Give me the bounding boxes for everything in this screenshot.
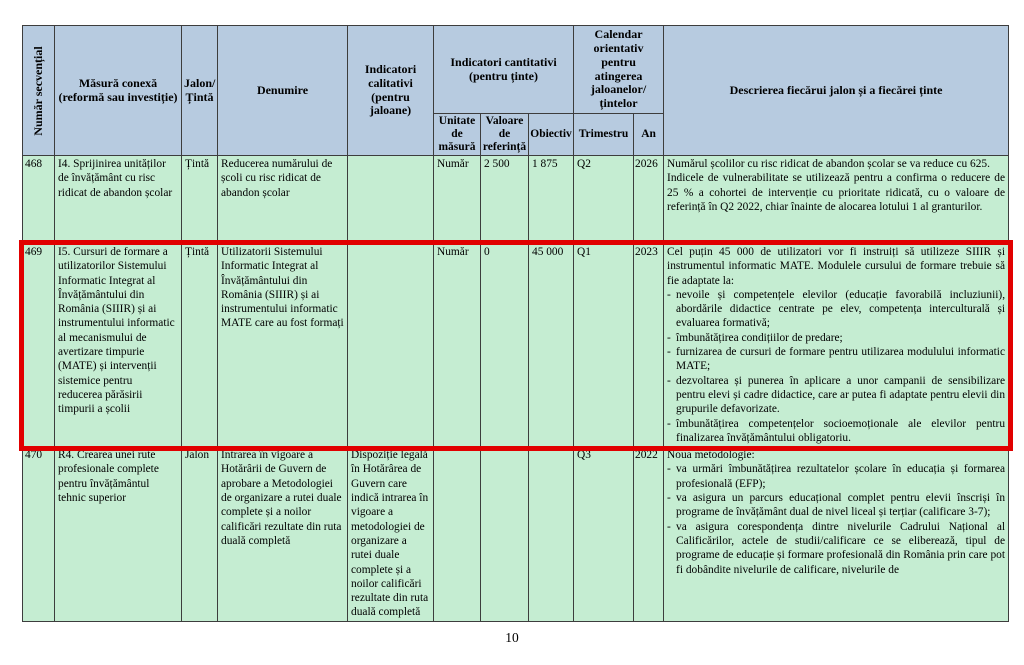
bullet-dash: - bbox=[667, 463, 671, 476]
cell-denumire-470: Intrarea în vigoare a Hotărârii de Guvern de aprobare a Metodologiei de organizare a rutei duale complete și a noilor calificări rezultate din ruta duală completă bbox=[218, 447, 348, 622]
bullet-dash: - bbox=[667, 417, 671, 430]
column-header-unitate-masura: Unitate de măsură bbox=[434, 114, 481, 156]
cell-trimestru-469: Q1 bbox=[574, 244, 634, 447]
column-header-denumire: Denumire bbox=[218, 26, 348, 156]
cell-masura-470: R4. Crearea unei rute profesionale complete pentru învățământul tehnic superior bbox=[55, 447, 182, 622]
header-row-main bbox=[23, 26, 1009, 114]
description-paragraph: Noua metodologie: bbox=[667, 449, 755, 462]
description-bullet bbox=[667, 491, 1005, 520]
cell-unitate-469: Număr bbox=[434, 244, 481, 447]
milestones-table bbox=[22, 25, 1009, 622]
column-header-trimestru: Trimestru bbox=[574, 114, 634, 156]
description-bullet bbox=[667, 331, 1005, 345]
bullet-text: va asigura un parcurs educațional complet pentru elevii înscriși în programe de învățământ dual de nivel liceal și terțiar (calificare 3-7); bbox=[676, 492, 1006, 519]
table-row-468 bbox=[23, 156, 1009, 244]
bullet-text: furnizarea de cursuri de formare pentru utilizarea modulului informatic MATE; bbox=[676, 346, 1006, 373]
cell-obiectiv-469: 45 000 bbox=[529, 244, 574, 447]
bullet-text: nevoile și competențele elevilor (educație favorabilă incluziunii), abordările didactice centrate pe elev, competența interculturală și evaluarea formativă; bbox=[676, 288, 1006, 330]
column-header-descriere: Descrierea fiecărui jalon și a fiecărei ținte bbox=[664, 26, 1009, 156]
cell-obiectiv-468: 1 875 bbox=[529, 156, 574, 244]
cell-denumire-469: Utilizatorii Sistemului Informatic Integrat al Învățământului din România (SIIIR) și ai instrumentului informatic MATE care au fost formați bbox=[218, 244, 348, 447]
bullet-text: va urmări îmbunătățirea rezultatelor școlare în educația și formarea profesională (EFP); bbox=[676, 463, 1006, 490]
description-bullet bbox=[667, 520, 1005, 577]
cell-nr-470: 470 bbox=[23, 447, 55, 622]
column-header-valoare-referinta: Valoare de referință bbox=[481, 114, 529, 156]
bullet-text: îmbunătățirea competențelor socioemoționale ale elevilor pentru finalizarea învățământului obligatoriu. bbox=[676, 417, 1006, 444]
description-bullet bbox=[667, 417, 1005, 446]
cell-jalon-469: Țintă bbox=[182, 244, 218, 447]
cell-calitativi-469 bbox=[348, 244, 434, 447]
column-header-indicatori-calitativi: Indicatori calitativi (pentru jaloane) bbox=[348, 26, 434, 156]
bullet-dash: - bbox=[667, 520, 671, 533]
table-row-470 bbox=[23, 447, 1009, 622]
table-row-469 bbox=[23, 244, 1009, 447]
column-header-indicatori-cantitativi: Indicatori cantitativi (pentru ținte) bbox=[434, 26, 574, 114]
cell-masura-469: I5. Cursuri de formare a utilizatorilor Sistemului Informatic Integrat al Învățământului din România (SIIIR) și ai instrumentului informatic al mecanismului de avertizare timpurie (MATE) și intervenții sistemice pentru reducerea părăsirii timpurii a școlii bbox=[55, 244, 182, 447]
description-bullet bbox=[667, 345, 1005, 374]
column-header-calendar-orientativ: Calendar orientativ pentru atingerea jaloanelor/ țintelor bbox=[574, 26, 664, 114]
column-header-jalon-tinta: Jalon/ Țintă bbox=[182, 26, 218, 156]
bullet-dash: - bbox=[667, 288, 671, 301]
cell-nr-469: 469 bbox=[23, 244, 55, 447]
bullet-dash: - bbox=[667, 374, 671, 387]
page-number: 10 bbox=[505, 630, 519, 645]
cell-descriere-470 bbox=[664, 447, 1009, 622]
cell-an-470: 2022 bbox=[634, 447, 664, 622]
column-header-masura-conexa: Măsură conexă (reformă sau investiție) bbox=[55, 26, 182, 156]
cell-an-468: 2026 bbox=[634, 156, 664, 244]
cell-jalon-470: Jalon bbox=[182, 447, 218, 622]
description-paragraph: Numărul școlilor cu risc ridicat de abandon școlar se va reduce cu 625. bbox=[667, 158, 990, 170]
cell-calitativi-468 bbox=[348, 156, 434, 244]
bullet-dash: - bbox=[667, 492, 671, 505]
bullet-dash: - bbox=[667, 346, 671, 359]
cell-trimestru-468: Q2 bbox=[574, 156, 634, 244]
cell-valoare-468: 2 500 bbox=[481, 156, 529, 244]
description-paragraph: Cel puțin 45 000 de utilizatori vor fi instruiți să utilizeze SIIIR și instrumentul informatic MATE. Modulele cursului de formare trebuie să fie adaptate la: bbox=[667, 246, 1006, 287]
column-header-obiectiv: Obiectiv bbox=[529, 114, 574, 156]
column-header-numar-secvential-label: Număr secvențial bbox=[30, 45, 45, 136]
cell-trimestru-470: Q3 bbox=[574, 447, 634, 622]
bullet-text: îmbunătățirea condițiilor de predare; bbox=[676, 331, 843, 344]
bullet-dash: - bbox=[667, 331, 671, 344]
description-bullet bbox=[667, 462, 1005, 491]
cell-denumire-468: Reducerea numărului de școli cu risc ridicat de abandon școlar bbox=[218, 156, 348, 244]
cell-valoare-469: 0 bbox=[481, 244, 529, 447]
bullet-text: va asigura corespondența dintre nivelurile Cadrului Național al Calificărilor, actele de studii/calificare ce se eliberează, tipul de programe de educație și formare profesională din România prin care pot fi dobândite nivelurile de calificare, nivelurile de bbox=[676, 520, 1006, 576]
cell-descriere-469 bbox=[664, 244, 1009, 447]
cell-unitate-470 bbox=[434, 447, 481, 622]
cell-nr-468: 468 bbox=[23, 156, 55, 244]
description-paragraph: Indicele de vulnerabilitate se utilizează pentru a confirma o reducere de 25 % a cohortei de intervenție cu prioritate ridicată, cu o valoare de referință în Q2 2022, chiar înainte de alocarea lotului 1 al granturilor. bbox=[667, 172, 1006, 213]
cell-valoare-470 bbox=[481, 447, 529, 622]
description-bullet bbox=[667, 288, 1005, 331]
cell-an-469: 2023 bbox=[634, 244, 664, 447]
column-header-numar-secvential bbox=[23, 26, 55, 156]
description-bullet bbox=[667, 374, 1005, 417]
cell-descriere-468 bbox=[664, 156, 1009, 244]
cell-obiectiv-470 bbox=[529, 447, 574, 622]
cell-masura-468: I4. Sprijinirea unităților de învățământ cu risc ridicat de abandon școlar bbox=[55, 156, 182, 244]
column-header-an: An bbox=[634, 114, 664, 156]
cell-jalon-468: Țintă bbox=[182, 156, 218, 244]
bullet-text: dezvoltarea și punerea în aplicare a unor campanii de sensibilizare pentru elevi și cadre didactice, care ar putea fi adaptate pentru elevii din grupurile defavorizate. bbox=[676, 374, 1006, 416]
cell-unitate-468: Număr bbox=[434, 156, 481, 244]
cell-calitativi-470: Dispoziție legală în Hotărârea de Guvern care indică intrarea în vigoare a metodologiei de organizare a rutei duale complete și a noilor calificări rezultate din ruta duală completă bbox=[348, 447, 434, 622]
